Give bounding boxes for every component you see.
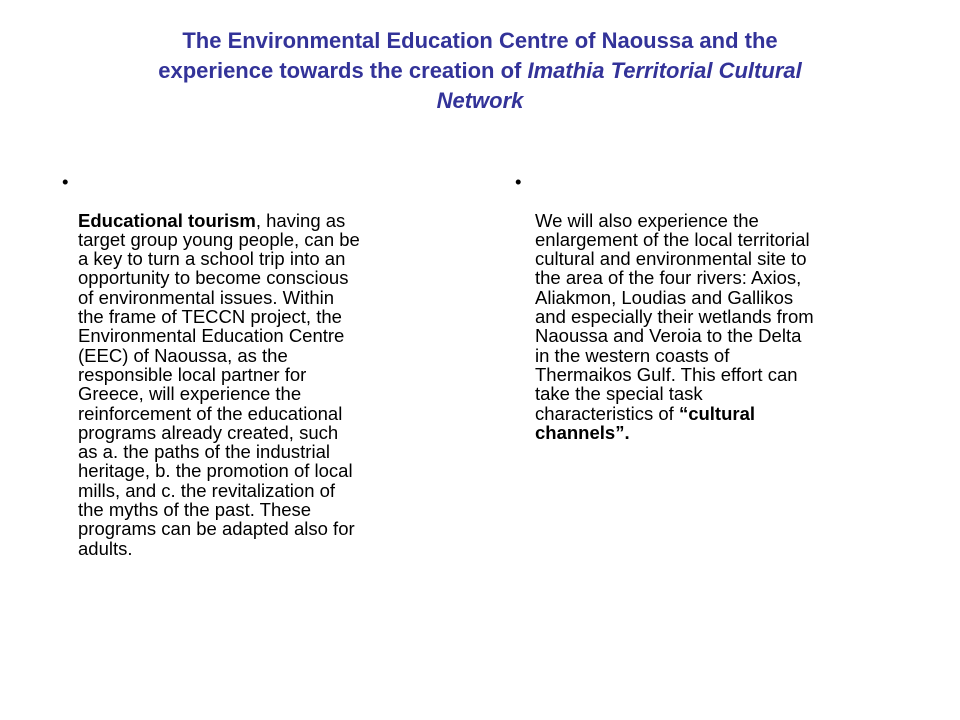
bullet-icon: • <box>62 171 69 192</box>
right-bold-term: “cultural channels”. <box>535 402 756 443</box>
right-body-text: We will also experience the enlargement of the local territorial cultural and environmental site to the area of the four rivers: Axios, Aliakmon, Loudias and Gallikos and especially their wetlands from Naoussa and Veroia to the Delta in the western coasts of Thermaikos Gulf. This effort can take the special task characteristics of <box>535 209 814 424</box>
right-column <box>515 172 899 442</box>
left-bullet-item <box>62 172 464 558</box>
left-bold-term: Educational tourism <box>78 209 256 231</box>
title-line-3-italic: Network <box>436 88 524 113</box>
title-line-2-italic: Imathia Territorial Cultural <box>527 58 802 83</box>
left-body-text: , having as target group young people, can be a key to turn a school trip into an opportunity to become conscious of environmental issues. Within the frame of TECCN project, the Environmental Education Centre (EEC) of Naoussa, as the responsible local partner for Greece, will experience the reinforcement of the educational programs already created, such as a. the paths of the industrial heritage, b. the promotion of local mills, and c. the revitalization of the myths of the past. These programs can be adapted also for adults. <box>78 209 360 559</box>
right-bullet-item <box>515 172 899 442</box>
slide-title <box>60 26 900 116</box>
title-line-2-plain: experience towards the creation of <box>158 58 528 83</box>
bullet-icon: • <box>515 171 522 192</box>
left-column <box>62 172 464 558</box>
title-line-1: The Environmental Education Centre of Naoussa and the <box>182 28 778 53</box>
